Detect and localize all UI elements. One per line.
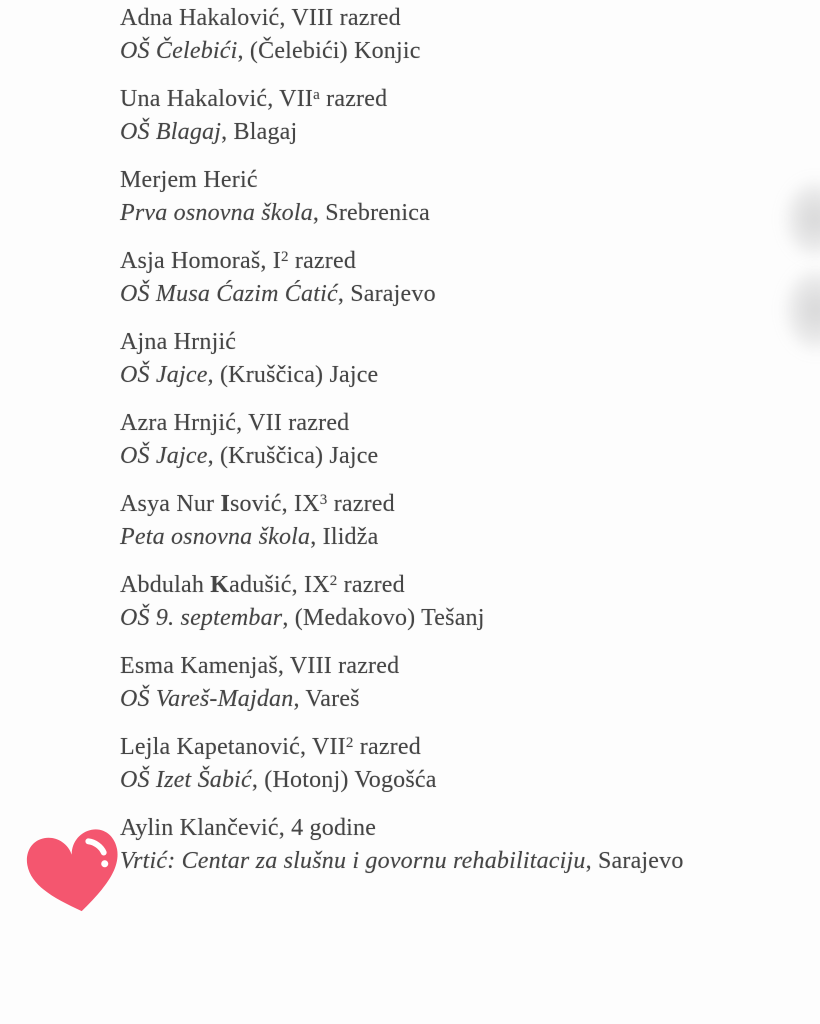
- heart-icon: [18, 816, 132, 930]
- pupil-name-line: [120, 2, 800, 35]
- text-segment: Peta osnovna škola: [120, 524, 311, 550]
- pupil-name-line: [120, 83, 800, 116]
- text-segment: Lejla Kapetanović, VII: [120, 734, 346, 760]
- text-segment: Ajna Hrnjić: [120, 329, 237, 355]
- text-segment: K: [210, 572, 230, 598]
- text-segment: 3: [319, 492, 328, 508]
- pupil-name-line: [120, 812, 800, 845]
- pupil-name-line: [120, 245, 800, 278]
- text-segment: , (Hotonj) Vogošća: [251, 767, 437, 793]
- text-segment: adušić, IX: [229, 572, 330, 598]
- text-segment: sović, IX: [230, 491, 320, 517]
- text-segment: (Kruščica) Jajce: [213, 362, 379, 388]
- pupil-name-line: [120, 488, 800, 521]
- text-segment: 2: [345, 735, 354, 751]
- pupil-name-line: [120, 407, 800, 440]
- school-line: [120, 764, 800, 797]
- list-item: [120, 83, 800, 149]
- text-segment: OŠ Vareš-Majdan: [120, 686, 294, 712]
- text-segment: Azra Hrnjić, VII razred: [120, 410, 350, 436]
- school-line: [120, 197, 800, 230]
- list-item: [120, 326, 800, 392]
- text-segment: Una Hakalović, VII: [120, 86, 314, 112]
- text-segment: , Vareš: [293, 686, 360, 712]
- text-segment: Asya Nur: [120, 491, 221, 517]
- list-item: [120, 164, 800, 230]
- text-segment: , Srebrenica: [312, 200, 430, 226]
- pupil-name-line: [120, 326, 800, 359]
- text-segment: OŠ 9. septembar: [120, 605, 283, 631]
- list-item: [120, 2, 800, 68]
- list-item: [120, 488, 800, 554]
- text-segment: , (Čelebići) Konjic: [237, 38, 421, 64]
- text-segment: a: [313, 87, 320, 103]
- text-segment: OŠ Izet Šabić: [120, 767, 252, 793]
- text-segment: OŠ Musa Ćazim Ćatić: [120, 281, 338, 307]
- school-line: [120, 602, 800, 635]
- text-segment: Asja Homoraš, I: [120, 248, 281, 274]
- school-line: [120, 845, 800, 878]
- school-line: [120, 35, 800, 68]
- text-segment: razred: [319, 86, 388, 112]
- pupil-name-line: [120, 731, 800, 764]
- text-segment: razred: [353, 734, 421, 760]
- text-segment: razred: [288, 248, 357, 274]
- text-segment: I: [220, 491, 230, 517]
- list-item: [120, 569, 800, 635]
- list-item: [120, 650, 800, 716]
- text-segment: , Ilidža: [310, 524, 379, 550]
- text-segment: razred: [337, 572, 405, 598]
- list-item: [120, 407, 800, 473]
- text-segment: OŠ Čelebići: [120, 38, 238, 64]
- text-segment: OŠ Jajce,: [120, 362, 214, 388]
- school-line: [120, 440, 800, 473]
- list-item: [120, 245, 800, 311]
- school-line: [120, 521, 800, 554]
- entries-list: [120, 2, 800, 893]
- text-segment: Adna Hakalović, VIII razred: [120, 5, 401, 31]
- text-segment: , Blagaj: [221, 119, 298, 145]
- text-segment: Abdulah: [120, 572, 211, 598]
- text-segment: 2: [280, 249, 289, 265]
- text-segment: Vrtić: Centar za slušnu i govornu rehabilitaciju: [120, 848, 586, 874]
- text-segment: , Sarajevo: [337, 281, 436, 307]
- list-item: [120, 812, 800, 878]
- school-line: [120, 683, 800, 716]
- school-line: [120, 116, 800, 149]
- school-line: [120, 278, 800, 311]
- pupil-name-line: [120, 164, 800, 197]
- text-segment: razred: [327, 491, 395, 517]
- text-segment: Aylin Klančević, 4 godine: [120, 815, 377, 841]
- pupil-name-line: [120, 650, 800, 683]
- text-segment: Merjem Herić: [120, 167, 258, 193]
- text-segment: OŠ Jajce: [120, 443, 208, 469]
- list-item: [120, 731, 800, 797]
- text-segment: , Sarajevo: [585, 848, 684, 874]
- text-segment: OŠ Blagaj: [120, 119, 222, 145]
- text-segment: Esma Kamenjaš, VIII razred: [120, 653, 400, 679]
- text-segment: 2: [329, 573, 338, 589]
- heart-svg: [18, 816, 132, 930]
- text-segment: , (Kruščica) Jajce: [207, 443, 379, 469]
- school-line: [120, 359, 800, 392]
- text-segment: Prva osnovna škola: [120, 200, 313, 226]
- pupil-name-line: [120, 569, 800, 602]
- text-segment: , (Medakovo) Tešanj: [282, 605, 485, 631]
